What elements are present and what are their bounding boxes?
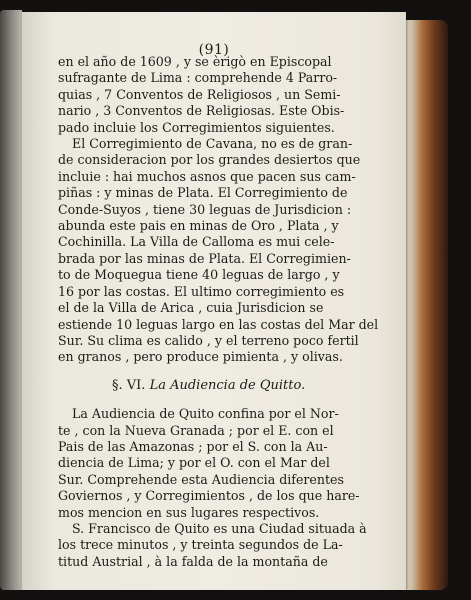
text-line: te , con la Nueva Granada ; por el E. con el — [58, 422, 334, 438]
text-line: Pais de las Amazonas ; por el S. con la Au- — [58, 438, 328, 454]
text-line: Sur. Comprehende esta Audiencia diferentes — [58, 471, 344, 487]
section-title: La Audiencia de Quitto. — [149, 377, 306, 393]
text-line: El Corregimiento de Cavana, no es de gran- — [72, 136, 353, 152]
text-line: en el año de 1609 , y se èrigò en Episcopal — [58, 54, 332, 69]
text-line: Sur. Su clima es calido , y el terreno poco fertil — [58, 332, 359, 348]
page-number: (91) — [198, 42, 230, 58]
section-number: §. VI. — [112, 377, 146, 393]
text-line: en granos , pero produce pimienta , y olivas. — [58, 349, 343, 365]
text-line: La Audiencia de Quito confina por el Nor- — [72, 406, 339, 422]
text-line: quias , 7 Conventos de Religiosos , un Semi- — [58, 86, 341, 102]
page-text — [58, 52, 388, 570]
text-line: estiende 10 leguas largo en las costas del Mar del — [58, 316, 379, 332]
text-line: abunda este pais en minas de Oro , Plata , y — [58, 218, 339, 234]
text-line: diencia de Lima; y por el O. con el Mar del — [58, 455, 330, 471]
text-line: mos mencion en sus lugares respectivos. — [58, 504, 320, 520]
text-line: brada por las minas de Plata. El Corregimien- — [58, 250, 351, 266]
text-line: nario , 3 Conventos de Religiosas. Este Obis- — [58, 103, 345, 119]
text-line: incluie : hai muchos asnos que pacen sus cam- — [58, 168, 356, 184]
text-line: sufragante de Lima : comprehende 4 Parro- — [58, 70, 338, 86]
text-line: Goviernos , y Corregimientos , de los que hare- — [58, 488, 360, 504]
text-line: piñas : y minas de Plata. El Corregimiento de — [58, 185, 348, 201]
section-heading — [58, 378, 388, 394]
book-left-edge — [0, 10, 22, 590]
text-line: S. Francisco de Quito es una Ciudad situada à — [72, 520, 367, 536]
text-line: Cochinilla. La Villa de Calloma es mui cele- — [58, 234, 335, 250]
text-line: 16 por las costas. El ultimo corregimiento es — [58, 283, 345, 299]
text-line: pado incluie los Corregimientos siguientes. — [58, 119, 335, 135]
text-line: de consideracion por los grandes desiertos que — [58, 152, 361, 168]
text-line: los trece minutos , y treinta segundos de La- — [58, 537, 343, 553]
book-page — [22, 12, 406, 590]
book-right-edge — [402, 20, 448, 590]
text-line: el de la Villa de Arica , cuia Jurisdicion se — [58, 300, 324, 316]
text-line: titud Austrial , à la falda de la montaña de — [58, 553, 328, 569]
text-line: to de Moquegua tiene 40 leguas de largo , y — [58, 267, 340, 283]
text-line: Conde-Suyos , tiene 30 leguas de Jurisdicion : — [58, 201, 352, 217]
